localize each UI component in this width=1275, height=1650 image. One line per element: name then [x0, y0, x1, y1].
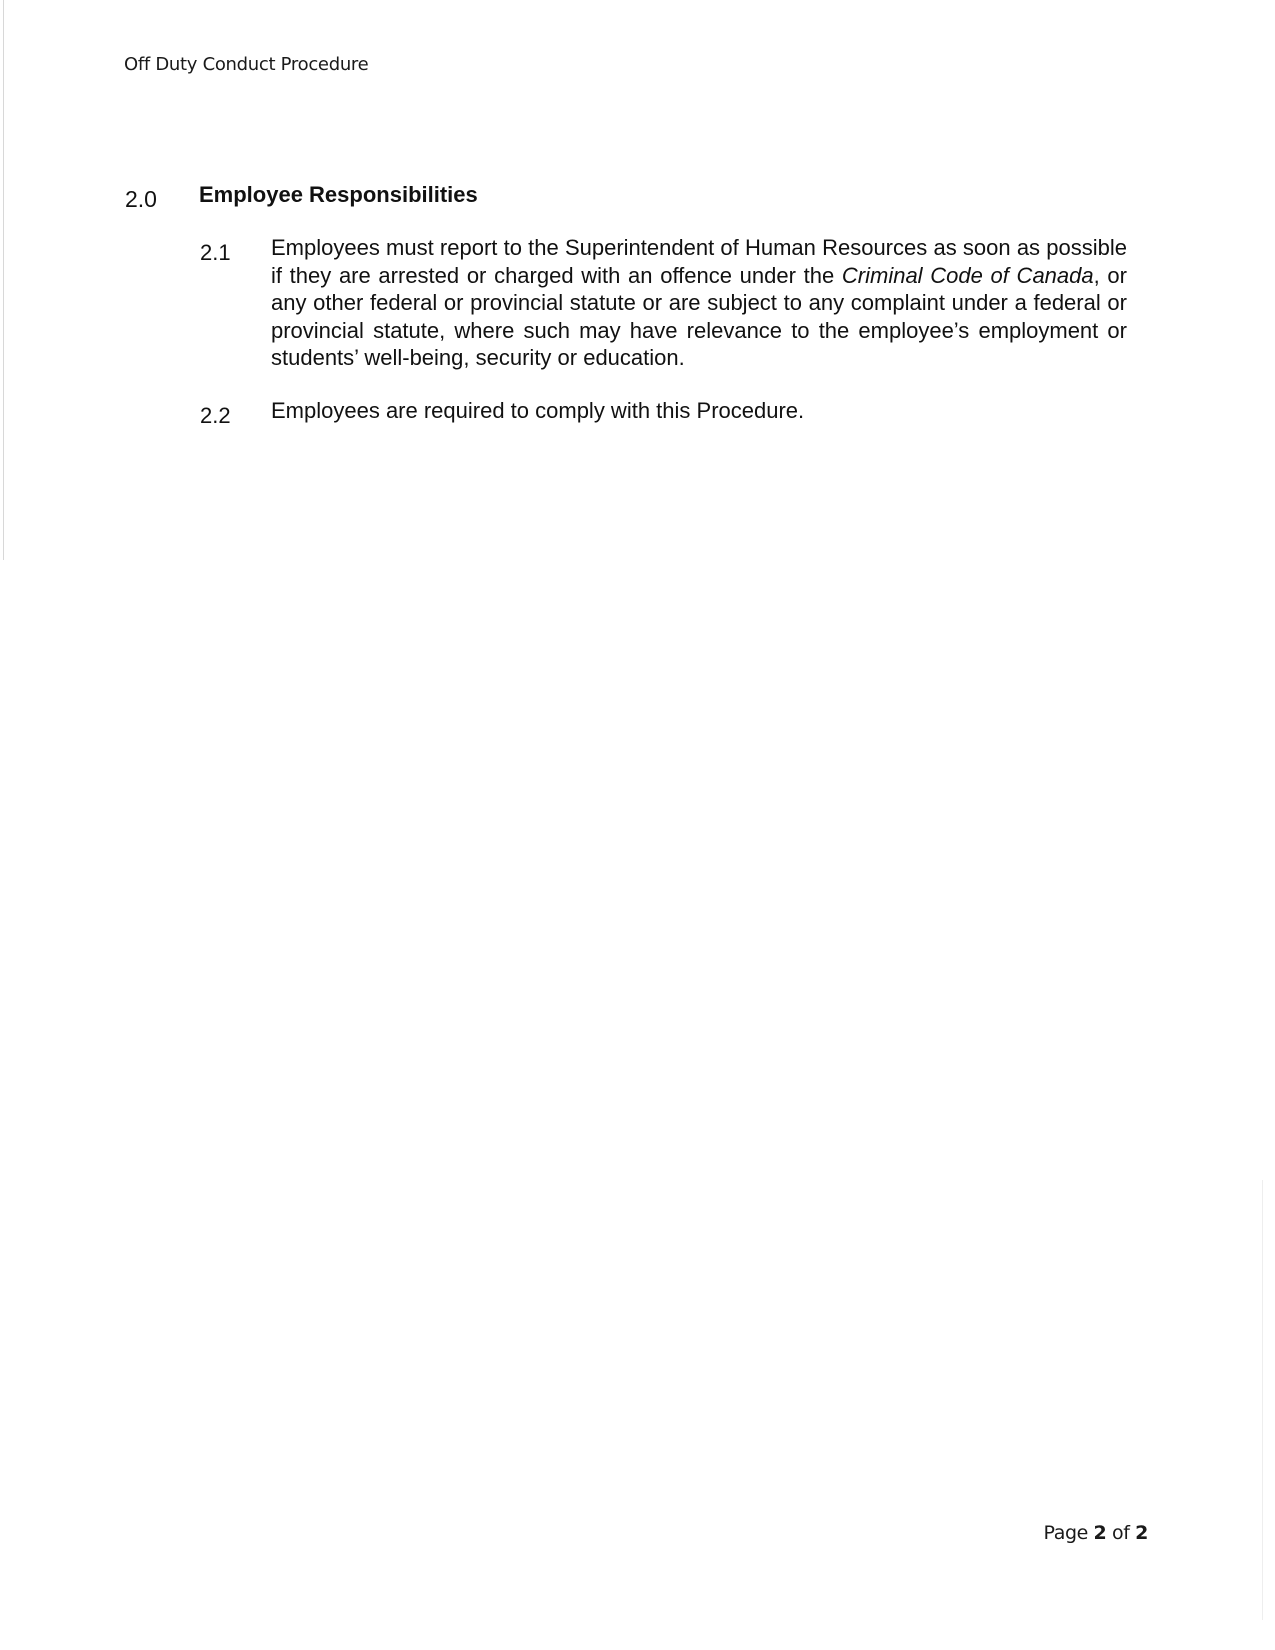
page-footer [1000, 1522, 1148, 1544]
item-text-2-1-statute: Criminal Code of Canada [841, 262, 1094, 288]
item-text-2-1 [271, 234, 1127, 372]
of-word: of [1112, 1522, 1130, 1544]
section-title: Employee Responsibilities [199, 182, 478, 207]
total-pages: 2 [1135, 1522, 1148, 1544]
item-text-2-2: Employees are required to comply with this Procedure. [271, 398, 805, 423]
page-word: Page [1043, 1522, 1088, 1544]
item-number-2-1: 2.1 [200, 240, 231, 265]
section-number: 2.0 [125, 186, 157, 212]
scan-edge-left [3, 0, 4, 560]
item-number-2-2: 2.2 [200, 403, 231, 428]
running-header: Off Duty Conduct Procedure [124, 54, 369, 75]
current-page: 2 [1093, 1522, 1107, 1544]
scan-edge-right [1262, 1180, 1263, 1620]
item-text-2-1-part1: Employees must report to the Superintendent of Human Resources as soon as possible if they are arrested or charged with an offence under the [271, 235, 1127, 288]
item-text-2-1-part2: , or any other federal or provincial statute or are subject to any complaint under a federal or provincial statute, where such may have relevance to the employee’s employment or students’ well-being, security or education. [271, 262, 1127, 370]
